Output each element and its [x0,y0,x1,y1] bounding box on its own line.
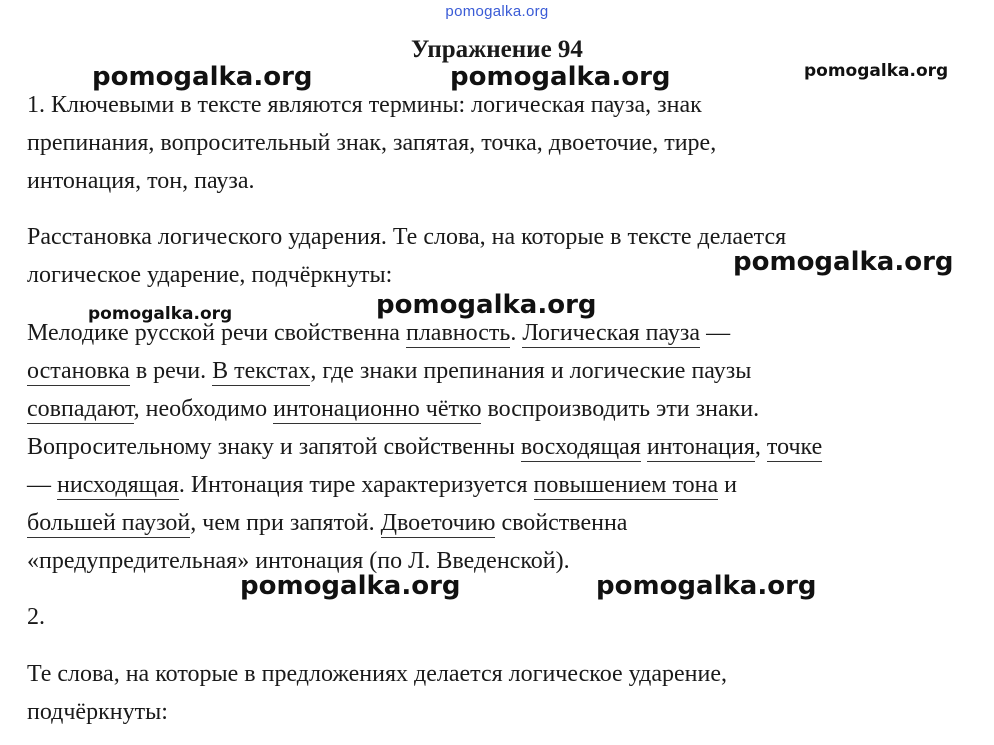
watermark: pomogalka.org [450,62,671,92]
underlined-word: большей паузой [27,510,191,536]
paragraph-key-terms [27,86,977,200]
paragraph-number [27,598,977,636]
text-line: Вопросительному знаку и запятой свойственны восходящая интонация, точке [27,434,823,460]
watermark: pomogalka.org [804,61,949,81]
underlined-word: плавность [405,320,511,346]
underlined-word: остановка [27,358,130,384]
watermark: pomogalka.org [733,247,954,277]
underlined-word: интонация [646,434,755,460]
text-line: подчёркнуты: [27,699,168,725]
text-line: интонация, тон, пауза. [27,168,255,194]
underlined-word: восходящая [520,434,641,460]
text-line: «предупредительная» интонация (по Л. Введенской). [27,548,570,574]
text-line: большей паузой, чем при запятой. Двоеточию свойственна [27,510,628,536]
underlined-word: Логическая пауза [522,320,701,346]
watermark: pomogalka.org [92,62,313,92]
text-line: Расстановка логического ударения. Те слова, на которые в тексте делается [27,224,787,250]
text-line: логическое ударение, подчёркнуты: [27,262,393,288]
text-line: 1. Ключевыми в тексте являются термины: логическая пауза, знак [27,92,702,118]
underlined-word: нисходящая [57,472,179,498]
text-line: 2. [27,604,45,630]
watermark: pomogalka.org [88,304,233,324]
watermark: pomogalka.org [376,290,597,320]
text-line: Мелодике русской речи свойственна плавность. Логическая пауза — [27,320,731,346]
watermark: pomogalka.org [596,571,817,601]
text-line: Те слова, на которые в предложениях делается логическое ударение, [27,661,727,687]
text-line: препинания, вопросительный знак, запятая, точка, двоеточие, тире, [27,130,717,156]
paragraph-underlined-text [27,314,977,580]
underlined-word: В текстах [212,358,311,384]
watermark: pomogalka.org [240,571,461,601]
watermark-top: pomogalka.org [445,3,549,20]
underlined-word: Двоеточию [380,510,496,536]
underlined-word: совпадают [27,396,134,422]
paragraph-sentences-stress [27,655,977,731]
text-line: совпадают, необходимо интонационно чётко воспроизводить эти знаки. [27,396,760,422]
page-title: Упражнение 94 [411,36,583,63]
text-line: — нисходящая. Интонация тире характеризуется повышением тона и [27,472,737,498]
underlined-word: точке [766,434,823,460]
underlined-word: повышением тона [533,472,719,498]
text-line: остановка в речи. В текстах, где знаки препинания и логические паузы [27,358,752,384]
underlined-word: интонационно чётко [273,396,482,422]
